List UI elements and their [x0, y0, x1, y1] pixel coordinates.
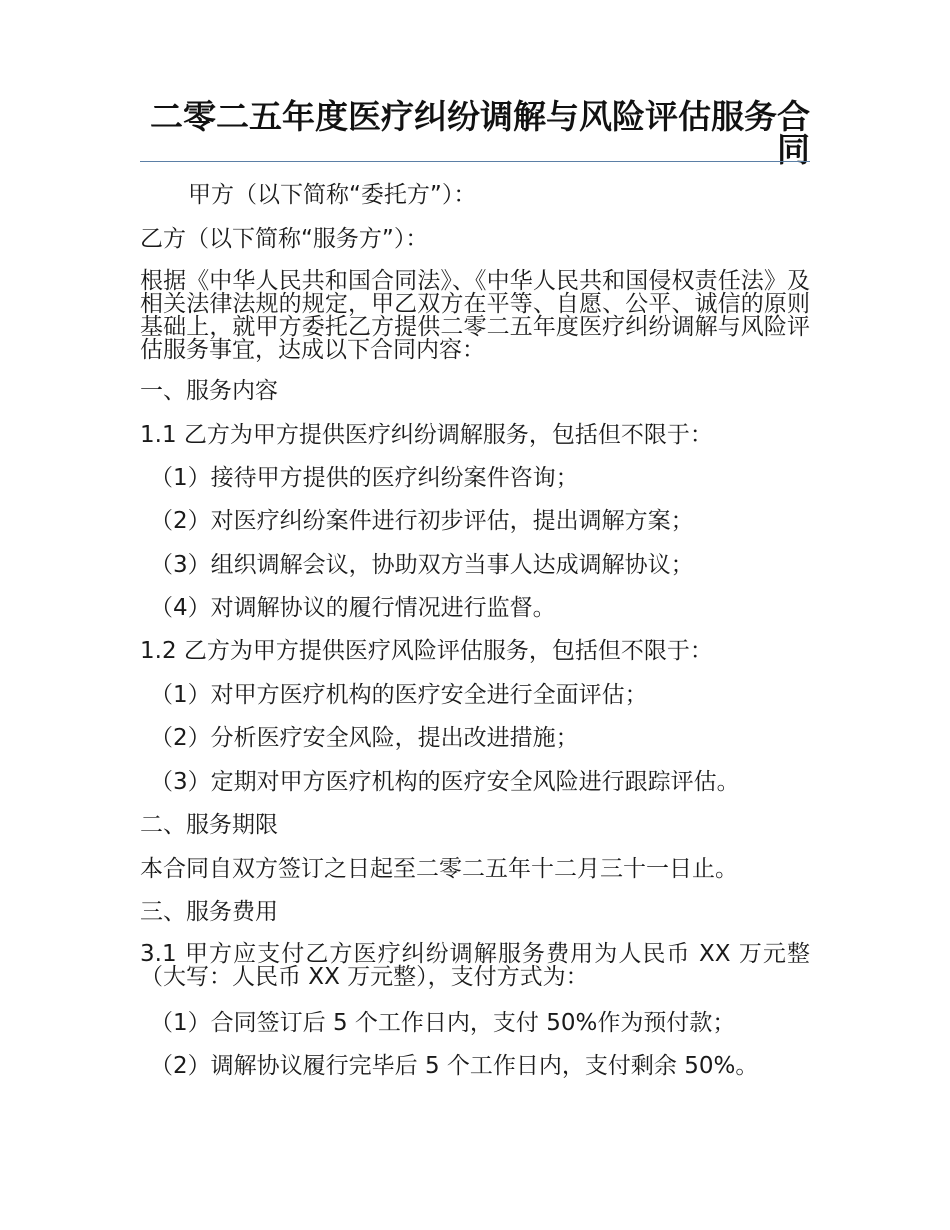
preamble-paragraph: 根据《中华人民共和国合同法》、《中华人民共和国侵权责任法》及相关法律法规的规定，甲乙双方在平等、自愿、公平、诚信的原则基础上，就甲方委托乙方提供二零二五年度医疗纠纷调解与风险评估服务事宜，达成以下合同内容：: [140, 268, 810, 363]
clause-3-1: 3.1 甲方应支付乙方医疗纠纷调解服务费用为人民币 XX 万元整（大写：人民币 XX 万元整），支付方式为：: [140, 941, 810, 990]
clause-1-1: 1.1 乙方为甲方提供医疗纠纷调解服务，包括但不限于：: [140, 422, 713, 448]
clause-1-1-item-3: （3）组织调解会议，协助双方当事人达成调解协议；: [150, 552, 694, 578]
clause-1-2-item-2: （2）分析医疗安全风险，提出改进措施；: [150, 725, 579, 751]
section-heading-service-content: 一、服务内容: [140, 378, 278, 404]
clause-3-1-item-2: （2）调解协议履行完毕后 5 个工作日内，支付剩余 50%。: [150, 1053, 759, 1079]
party-b-line: 乙方（以下简称“服务方”）：: [140, 226, 429, 252]
clause-1-2-item-3: （3）定期对甲方医疗机构的医疗安全风险进行跟踪评估。: [150, 769, 740, 795]
title-underline: [140, 161, 810, 162]
party-a-line: 甲方（以下简称“委托方”）：: [188, 182, 477, 208]
clause-1-2-item-1: （1）对甲方医疗机构的医疗安全进行全面评估；: [150, 682, 648, 708]
clause-1-2: 1.2 乙方为甲方提供医疗风险评估服务，包括但不限于：: [140, 638, 713, 664]
section-heading-service-term: 二、服务期限: [140, 812, 278, 838]
section-heading-service-fee: 三、服务费用: [140, 899, 278, 925]
clause-1-1-item-1: （1）接待甲方提供的医疗纠纷案件咨询；: [150, 465, 579, 491]
clause-3-1-item-1: （1）合同签订后 5 个工作日内，支付 50%作为预付款；: [150, 1010, 736, 1036]
clause-1-1-item-2: （2）对医疗纠纷案件进行初步评估，提出调解方案；: [150, 508, 694, 534]
document-title: 二零二五年度医疗纠纷调解与风险评估服务合同: [150, 97, 810, 169]
service-term-body: 本合同自双方签订之日起至二零二五年十二月三十一日止。: [140, 856, 738, 882]
clause-1-1-item-4: （4）对调解协议的履行情况进行监督。: [150, 595, 556, 621]
